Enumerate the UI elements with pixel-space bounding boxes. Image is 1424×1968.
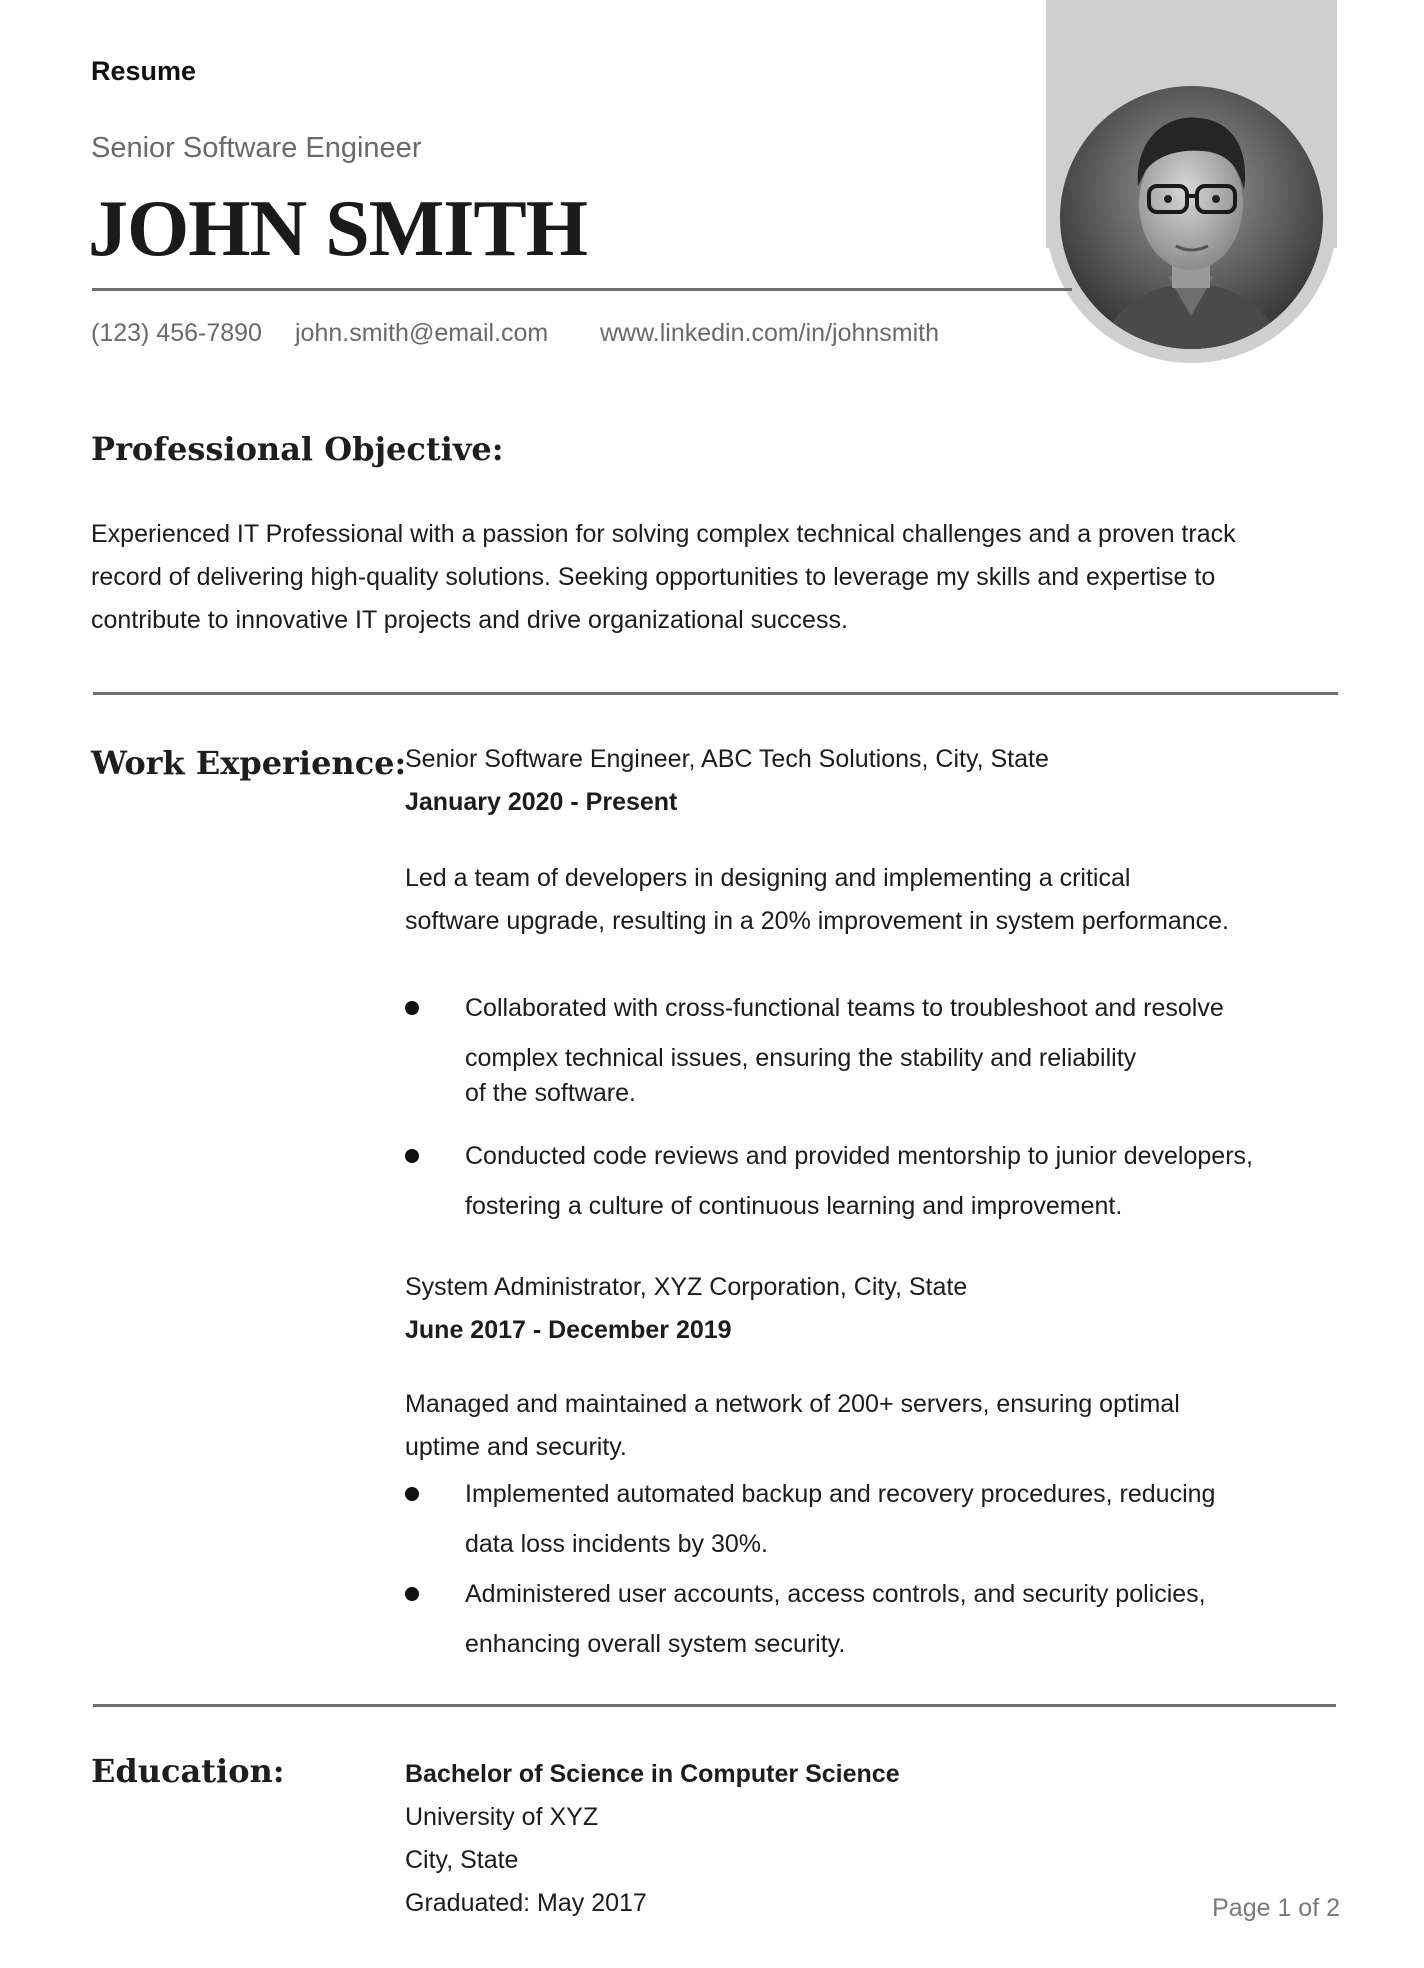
job-bullet [465,1469,1345,1569]
candidate-name: JOHN SMITH [88,185,587,273]
bullet-line: data loss incidents by 30%. [465,1530,768,1558]
bullet-line: Administered user accounts, access controls, and security policies, [465,1580,1206,1608]
objective-text [91,513,1341,642]
summary-line: software upgrade, resulting in a 20% improvement in system performance. [405,907,1229,935]
job-bullet [465,1569,1345,1669]
summary-line: uptime and security. [405,1433,627,1461]
section-divider [93,1704,1336,1707]
work-heading: Work Experience: [91,744,407,782]
bullet-icon [405,1587,419,1601]
profile-photo [1060,86,1323,349]
bullet-icon [405,1001,419,1015]
bullet-line: complex technical issues, ensuring the stability and reliability [465,1044,1137,1072]
bullet-line: enhancing overall system security. [465,1630,846,1658]
bullet-line: Conducted code reviews and provided mentorship to junior developers, [465,1142,1253,1170]
education-degree: Bachelor of Science in Computer Science [405,1760,900,1788]
job-role: Senior Software Engineer, ABC Tech Solutions, City, State [405,745,1049,773]
page-number: Page 1 of 2 [1212,1894,1340,1922]
job-summary [405,1383,1335,1469]
job-dates: June 2017 - December 2019 [405,1316,732,1344]
education-school: University of XYZ [405,1803,599,1831]
job-summary [405,857,1335,943]
job-bullet [465,1131,1345,1231]
bullet-line: Implemented automated backup and recovery procedures, reducing [465,1480,1216,1508]
person-portrait-icon [1060,86,1323,349]
bullet-line: fostering a culture of continuous learning and improvement. [465,1192,1123,1220]
objective-line: contribute to innovative IT projects and drive organizational success. [91,606,848,634]
header-divider [92,288,1072,291]
summary-line: Managed and maintained a network of 200+ servers, ensuring optimal [405,1390,1180,1418]
job-title: Senior Software Engineer [91,132,422,164]
section-divider [93,692,1338,695]
job-bullet [465,983,1345,1111]
contact-linkedin[interactable]: www.linkedin.com/in/johnsmith [600,319,940,347]
document-label: Resume [91,56,197,86]
bullet-line: Collaborated with cross-functional teams to troubleshoot and resolve [465,994,1224,1022]
objective-line: record of delivering high-quality solutions. Seeking opportunities to leverage my skills and expertise to [91,563,1216,591]
job-dates: January 2020 - Present [405,788,678,816]
bullet-line: of the software. [465,1079,636,1107]
objective-heading: Professional Objective: [91,430,504,468]
summary-line: Led a team of developers in designing and implementing a critical [405,864,1131,892]
education-graduated: Graduated: May 2017 [405,1889,647,1917]
objective-line: Experienced IT Professional with a passion for solving complex technical challenges and a proven track [91,520,1236,548]
job-role: System Administrator, XYZ Corporation, City, State [405,1273,968,1301]
contact-email[interactable]: john.smith@email.com [295,319,549,347]
education-location: City, State [405,1846,519,1874]
contact-phone: (123) 456-7890 [91,319,262,347]
bullet-icon [405,1487,419,1501]
education-heading: Education: [91,1752,285,1790]
bullet-icon [405,1149,419,1163]
